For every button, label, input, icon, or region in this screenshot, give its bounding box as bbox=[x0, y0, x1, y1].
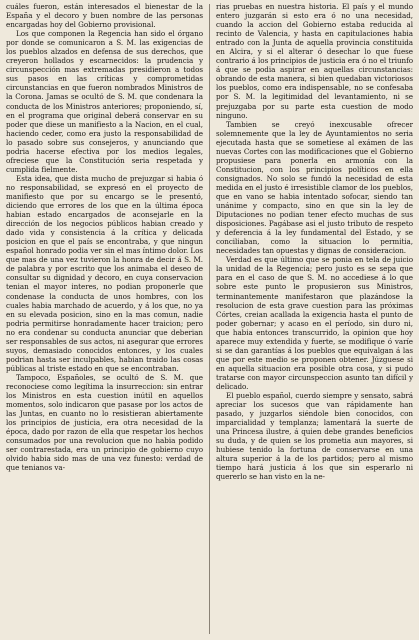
paragraph: Tampoco, Españoles, se ocultó de S. M. que reconociese como legítima la insurreccion: sin entrar los Ministros en esta cuestion inútil en aquellos momentos, solo indicaron que pasase por los actos de las Juntas, en cuanto no lo resistieran abiertamente los principios de justicia, era otra necesidad de la época, dado por razon de ella que respetar los hechos consumados por una revolucion que no habia podido ser contrarestada, era un principio de gobierno cuyo olvido habia sido mas de una vez funesto: verdad de que tenianos va- bbox=[6, 372, 203, 473]
paragraph: El pueblo español, cuerdo siempre y sensato, sabrá apreciar los sucesos que van rápidamente han pasado, y juzgarlos siéndole bien conocidos, con imparcialidad y templanza; lamentará la suerte de una Princesa ilustre, á quien debe grandes beneficios su duda, y de quien se los prometia aun mayores, si hubiese tenido la fortuna de conservarse en una altura superior á la de los partidos; pero al mismo tiempo hará justicia á los que sin esperarlo ni quererlo se han visto en la ne- bbox=[216, 391, 413, 482]
column-divider bbox=[209, 4, 210, 634]
paragraph: Verdad es que último que se ponia en tela de juicio la unidad de la Regencia; pero justo es se sepa que para en el caso de que S. M. no accediese á lo que sobre este punto le propusieron sus Ministros, terminantemente manifestaron que plazándose la resolucion de esta grave cuestion para las próximas Córtes, creian acallada la exigencia hasta el punto de poder gobernar; y acaso en el período, sin duro ni, que habia entonces transcurrido, la opinion que hoy aparece muy extendida y fuerte, se modifique ó varíe si se dan garantías á los pueblos que equivalgan á las que por este medio se proponen obtener. Júzguese si en aquella situacion era posible otra cosa, y si pudo tratarse con mayor circunspeccion asunto tan difícil y delicado. bbox=[216, 255, 413, 391]
right-column bbox=[216, 2, 413, 640]
paragraph: rias pruebas en nuestra historia. El país y el mundo entero juzgarán si esto era ó no una necesidad, cuando la accion del Gobierno estaba reducida al recinto de Valencia, y hasta en capitulaciones habia entrado con la Junta de aquella provincia constituida en Alcira, y si el alterar ó desechar lo que fuese contrario á los principios de justicia era ó no el triunfo á que se podia aspirar en aquellas circunstancias: obrando de esta manera, si bien quedaban victoriosos los pueblos, como era indispensable, no se confesaba por S. M. la legitimidad del levantamiento, ni se prejuzgaba por su parte esta cuestion de modo ninguno. bbox=[216, 2, 413, 120]
paragraph: Tambien se creyó inexcusable ofrecer solemnemente que la ley de Ayuntamientos no seria ejecutada hasta que se sometiese al exámen de las nuevas Cortes con las modificaciones que el Gobierno propusiese para ponerla en armonía con la Constitucion, con los principios políticos en ella consignados. No solo se fundó la necesidad de esta medida en el justo é irresistible clamor de los pueblos, que en vano se habia intentado sofocar, siendo tan unánime y compacto, sino en que sin la ley de Diputaciones no podian tener efecto muchas de sus disposiciones. Pagábase asi el justo tributo de respeto y deferencia á la ley fundamental del Estado, y se conciliaban, como la situacion lo permitia, necesidades tan opuestas y dignas de consideracion. bbox=[216, 119, 413, 256]
paragraph: cuáles fueron, están interesados el bienestar de la España y el decoro y buen nombre de las personas encargadas hoy del Gobierno provisional. bbox=[6, 2, 203, 30]
text-columns bbox=[6, 2, 413, 640]
left-column bbox=[6, 2, 203, 640]
paragraph: Esta idea, que dista mucho de prejuzgar si habia ó no responsabilidad, se expresó en el proyecto de manifiesto que por su encargo se le presentó, diciendo que errores de los que en la última época habian estado encargados de aconsejarle en la dirección de los negocios públicos habian creado y dado vida y consistencia á la crítica y delicada posicion en que el país se encontraba, y que ningun español honrado podia ver sin el mas íntimo dolor. Los que mas de una vez tuvieron la honra de decir á S. M. de palabra y por escrito que los animaba el deseo de consultar su dignidad y decoro, en cuya conservacion tenian el mayor interes, no podian proponerle que condenase la conducta de unos hombres, con los cuales habia marchado de acuerdo, y á los que, no ya en su elevada posicion, sino en la mas comun, nadie podria permitirse honradamente hacer traicion; pero no era condenar su conducta anunciar que deberian ser responsables de sus actos, ni asegurar que errores suyos, demasiado conocidos entonces, y los cuales podrian hasta ser inculpables, habian traido las cosas públicas al triste estado en que se encontraban. bbox=[6, 173, 203, 373]
paragraph: Los que componen la Regencia han sido el órgano por donde se comunicaron a S. M. las exigencias de los pueblos alzados en defensa de sus derechos, que creyeron hollados y escarnecidos: la prudencia y circunspección mas extremadas presidieron a todos sus pasos en las críticas y comprometidas circunstancias en que fueron nombrados Ministros de la Corona. Jamas se ocultó de S. M. que condenara la conducta de los Ministros anteriores; proponiendo, sí, en el programa que original deberá conservar en su poder que diese un manifiesto a la Nacion, en el cual, haciendo ceder, como era justo la responsabilidad de lo pasado sobre sus consejeros, y anunciando que podria hacerse efectiva por los medios legales, ofreciese que la Constitución seria respetada y cumplida fielmente. bbox=[6, 29, 203, 174]
